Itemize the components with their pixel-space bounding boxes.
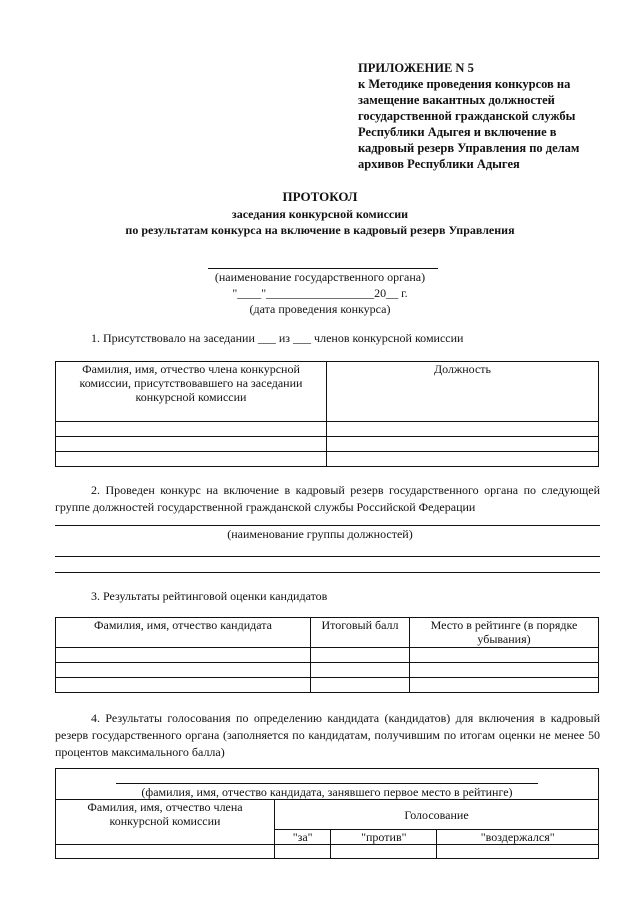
- table-cell[interactable]: [311, 663, 410, 678]
- table-cell[interactable]: [56, 648, 311, 663]
- table-cell[interactable]: [311, 678, 410, 693]
- attendance-table: [55, 361, 599, 467]
- date-line: "____"__________________20__ г.: [232, 286, 408, 300]
- position-group-line: [55, 525, 600, 526]
- section-2-text: 2. Проведен конкурс на включение в кадровый резерв государственного органа по следующей группе должностей государственной гражданской службы Российской Федерации: [55, 483, 600, 514]
- appendix-line: к Методике проведения конкурсов на: [358, 77, 571, 91]
- vote-abstained-header: "воздержался": [437, 830, 599, 845]
- rating-header-place: Место в рейтинге (в порядке убывания): [410, 618, 599, 648]
- candidate-line: [116, 783, 538, 784]
- table-cell[interactable]: [56, 452, 327, 467]
- table-cell[interactable]: [275, 845, 331, 859]
- attendance-header-position: Должность: [327, 362, 599, 422]
- voting-table: [55, 768, 599, 859]
- appendix-line: кадровый резерв Управления по делам: [358, 141, 580, 155]
- appendix-line: Республики Адыгея и включение в: [358, 125, 557, 139]
- section-3-text: 3. Результаты рейтинговой оценки кандидатов: [91, 589, 328, 603]
- voting-header-name: Фамилия, имя, отчество члена конкурсной комиссии: [56, 800, 275, 845]
- table-cell[interactable]: [327, 437, 599, 452]
- candidate-caption: (фамилия, имя, отчество кандидата, занявшего первое место в рейтинге): [141, 785, 513, 799]
- appendix-line: замещение вакантных должностей: [358, 93, 555, 107]
- table-cell[interactable]: [327, 452, 599, 467]
- table-cell[interactable]: [410, 648, 599, 663]
- table-cell[interactable]: [410, 678, 599, 693]
- appendix-line: архивов Республики Адыгея: [358, 157, 520, 171]
- vote-against-header: "против": [331, 830, 437, 845]
- org-name-line: [208, 268, 438, 269]
- document-title: ПРОТОКОЛ: [282, 189, 358, 204]
- org-name-caption: (наименование государственного органа): [214, 270, 426, 284]
- appendix-line: ПРИЛОЖЕНИЕ N 5: [358, 61, 474, 75]
- position-group-caption: (наименование группы должностей): [227, 527, 413, 541]
- date-caption: (дата проведения конкурса): [249, 302, 391, 316]
- title-line-1: заседания конкурсной комиссии: [231, 207, 409, 221]
- table-cell[interactable]: [56, 663, 311, 678]
- appendix-line: государственной гражданской службы: [358, 109, 576, 123]
- attendance-header-name: Фамилия, имя, отчество члена конкурсной комиссии, присутствовавшего на заседании конкурсной комиссии: [56, 362, 327, 422]
- rating-header-name: Фамилия, имя, отчество кандидата: [56, 618, 311, 648]
- table-cell[interactable]: [410, 663, 599, 678]
- table-cell[interactable]: [56, 678, 311, 693]
- table-cell[interactable]: [437, 845, 599, 859]
- blank-line: [55, 572, 600, 573]
- rating-table: [55, 617, 599, 693]
- table-cell[interactable]: [327, 422, 599, 437]
- rating-header-score: Итоговый балл: [311, 618, 410, 648]
- table-cell[interactable]: [331, 845, 437, 859]
- table-cell[interactable]: [56, 845, 275, 859]
- voting-header: Голосование: [275, 800, 599, 830]
- section-4-text: 4. Результаты голосования по определению кандидата (кандидатов) для включения в кадровый резерв государственного органа (заполняется по кандидатам, получившим по итогам оценки не менее 50 процентов максимального балла): [55, 711, 600, 759]
- candidate-cell[interactable]: [56, 769, 599, 800]
- table-cell[interactable]: [56, 422, 327, 437]
- title-line-2: по результатам конкурса на включение в кадровый резерв Управления: [125, 223, 515, 237]
- vote-for-header: "за": [275, 830, 331, 845]
- table-cell[interactable]: [56, 437, 327, 452]
- appendix-header: [358, 60, 608, 172]
- table-cell[interactable]: [311, 648, 410, 663]
- section-1-text: 1. Присутствовало на заседании ___ из ___ членов конкурсной комиссии: [91, 331, 464, 345]
- blank-line: [55, 556, 600, 557]
